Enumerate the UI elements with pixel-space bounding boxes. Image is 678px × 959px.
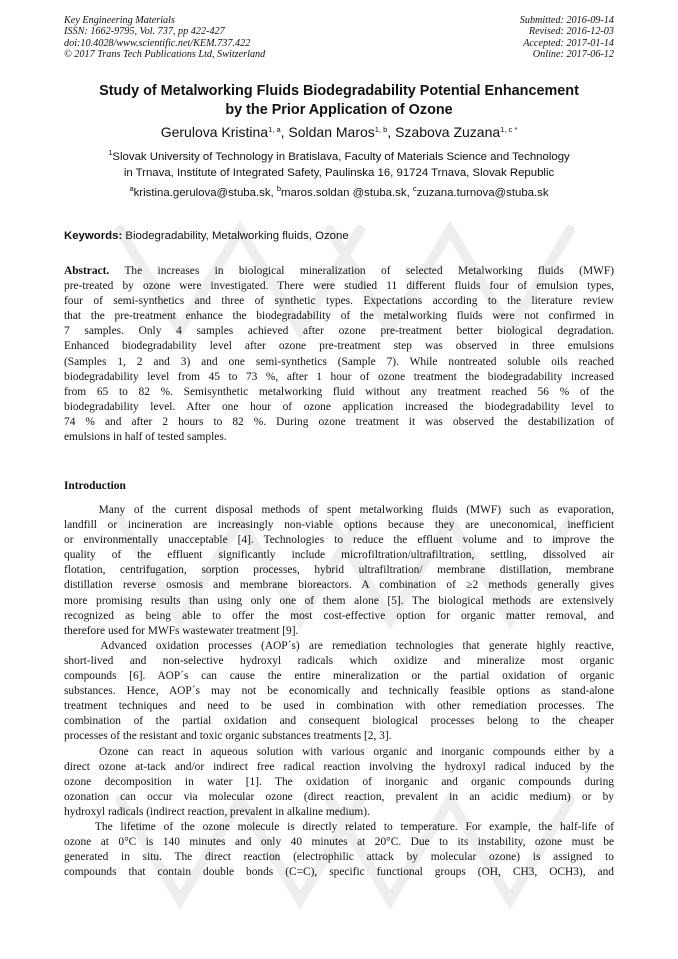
affiliation [50, 150, 628, 181]
journal-info [64, 15, 265, 60]
paragraph-line: direct ozone at-tack and/or indirect free radical reaction involving the hydroxyl radical induced by the [64, 760, 614, 773]
paragraph-line: substances. Hence, AOP´s may not be economically and technically feasible options as stand-alone [64, 685, 614, 698]
author-list [40, 124, 638, 140]
submitted-date: Submitted: 2016-09-14 [519, 15, 614, 26]
paragraph-line: distillation reverse osmosis and membrane bioreactors. A combination of ≥2 methods generally gives [64, 579, 614, 592]
journal-name: Key Engineering Materials [64, 15, 175, 26]
keywords [64, 230, 624, 242]
abstract-line: The increases in biological mineralization of selected Metalworking fluids (MWF) [124, 265, 614, 277]
abstract-line: 7 samples. Only 4 samples achieved after ozone pre-treatment better biological degradation. [64, 325, 614, 338]
paragraph-line: hydroxyl radicals (indirect reaction, prevalent in alkaline medium). [64, 805, 370, 818]
revised-date: Revised: 2016-12-03 [528, 26, 614, 38]
paragraph-line: treatment techniques and need to be used in combination with other remediation processes. The [64, 700, 614, 713]
email-sup: c [412, 184, 417, 193]
abstract-label: Abstract. [64, 265, 110, 277]
paragraph-line: ozone at 0°C is 140 minutes and only 40 minutes at 20°C. Due to its instability, ozone must be [64, 836, 614, 849]
abstract-line: Enhanced biodegradability level after ozone pre-treatment step was observed in three emulsions [64, 340, 614, 353]
paragraph-line: short-lived and non-selective hydroxyl radicals which oxidize and mineralize most organic [64, 654, 614, 667]
author-separator: , [387, 124, 396, 140]
paragraph-line: processes of the resistant and toxic organic substances treatments [2, 3]. [64, 730, 392, 743]
doi-line: doi:10.4028/www.scientific.net/KEM.737.422 [64, 37, 251, 49]
dates-info [520, 15, 614, 60]
author-name: Szabova Zuzana [395, 124, 501, 140]
paragraph-line: ozonation can occur via molecular ozone (direct reaction, prevalent in an acidic medium) or by [64, 790, 614, 803]
abstract-line: 74 % and after 2 hours to 82 %. During ozone treatment it was observed the destabilization of [64, 415, 614, 428]
paragraph-line: Many of the current disposal methods of spent metalworking fluids (MWF) such as evaporation, [64, 504, 614, 516]
paragraph-line: or environmentally unacceptable [4]. Technologies to reduce the effluent volume and to improve the [64, 534, 614, 547]
accepted-date: Accepted: 2017-01-14 [523, 37, 614, 49]
affiliation-sup: 1 [108, 148, 113, 157]
affiliation-line: Slovak University of Technology in Bratislava, Faculty of Materials Science and Technology [112, 151, 570, 163]
abstract-line: emulsions in half of tested samples. [64, 431, 227, 444]
abstract [64, 264, 614, 445]
abstract-line: biodegradability level from 45 to 73 %, after 1 hour of ozone treatment the biodegradability increased [64, 370, 614, 383]
online-date: Online: 2017-06-12 [532, 48, 614, 60]
email-address[interactable]: kristina.gerulova@stuba.sk [133, 187, 271, 199]
email-sup: a [129, 184, 134, 193]
title-line: Study of Metalworking Fluids Biodegradability Potential Enhancement [99, 83, 579, 99]
author-sup: 1, c * [500, 125, 518, 134]
paper-title [50, 82, 628, 119]
email-address[interactable]: zuzana.turnova@stuba.sk [416, 187, 549, 199]
introduction-body [64, 503, 614, 880]
author-sup: 1, a [268, 125, 281, 134]
abstract-line: pre-treated by ozone were investigated. There were studied 11 different fluids four of emulsion types, [64, 280, 614, 293]
paragraph-line: recognized as being able to offer the most cost-effective option for organic matter removal, and [64, 609, 614, 622]
author-name: Soldan Maros [288, 124, 375, 140]
paragraph-line: generated in situ. The direct reaction (electrophilic attack by molecular ozone) is assigned to [64, 851, 614, 864]
paragraph-line: compounds that contain double bonds (C=C), specific functional groups (OH, CH3, OCH3), and [64, 866, 614, 879]
abstract-line: from 65 to 82 %. Semisynthetic metalworking fluid without any treatment reached 56 % of the [64, 385, 614, 398]
paragraph-line: Ozone can react in aqueous solution with various organic and inorganic compounds either by a [64, 745, 614, 758]
paragraph-line: flotation, centrifugation, sorption processes, hybrid ultrafiltration/ membrane distillation, membrane [64, 564, 614, 577]
issn-line: ISSN: 1662-9795, Vol. 737, pp 422-427 [64, 26, 225, 38]
abstract-line: (Samples 1, 2 and 3) and one semi-synthetics (Sample 7). While nontreated soluble oils reached [64, 355, 614, 368]
paragraph-line: The lifetime of the ozone molecule is directly related to temperature. For example, the half-life of [64, 820, 614, 833]
email-address[interactable]: maros.soldan @stuba.sk [281, 187, 407, 199]
email-separator: , [406, 187, 413, 199]
affiliation-line: in Trnava, Institute of Integrated Safety, Paulinska 16, 91724 Trnava, Slovak Republic [123, 166, 555, 179]
keywords-label: Keywords: [64, 230, 123, 242]
email-sup: b [276, 184, 282, 193]
abstract-line: that the pre-treatment enhance the biodegradability of the metalworking fluids were not confirmed in [64, 310, 614, 323]
paragraph-line: compounds [6]. AOP´s can cause the entire mineralization or the partial oxidation of organic [64, 670, 614, 683]
abstract-line: four of semi-synthetics and three of synthetic types. Expectations according to the literature review [64, 295, 614, 308]
abstract-line: biodegradability level. After one hour of ozone application increased the biodegradability level to [64, 400, 614, 413]
paragraph-line: landfill or incineration are increasingly non-viable options because they are uneconomical, inefficient [64, 519, 614, 532]
paragraph-line: combination of the partial oxidation and consequent biological processes belong to the cheaper [64, 715, 614, 728]
paragraph-line: quality of the effluent significantly include microfiltration/ultrafiltration, settling, dissolved air [64, 549, 614, 562]
author-sup: 1, b [374, 125, 388, 134]
abstract-first-line [64, 264, 614, 279]
copyright-line: © 2017 Trans Tech Publications Ltd, Switzerland [64, 48, 266, 60]
paragraph-line: therefore used for MWFs wastewater treatment [9]. [64, 624, 299, 637]
author-name: Gerulova Kristina [160, 124, 269, 140]
title-line: by the Prior Application of Ozone [225, 101, 453, 118]
paragraph-line: more promising results than using only one of them alone [5]. The biological methods are extensively [64, 594, 614, 607]
author-separator: , [280, 124, 289, 140]
keywords-text: Biodegradability, Metalworking fluids, Ozone [125, 230, 349, 242]
email-separator: , [270, 187, 277, 199]
paragraph-line: Advanced oxidation processes (AOP´s) are remediation technologies that generate highly reactive, [64, 639, 614, 652]
paragraph-line: ozone decomposition in water [1]. The oxidation of inorganic and organic compounds during [64, 775, 614, 788]
email-list [40, 184, 638, 199]
section-heading-introduction: Introduction [64, 480, 126, 492]
